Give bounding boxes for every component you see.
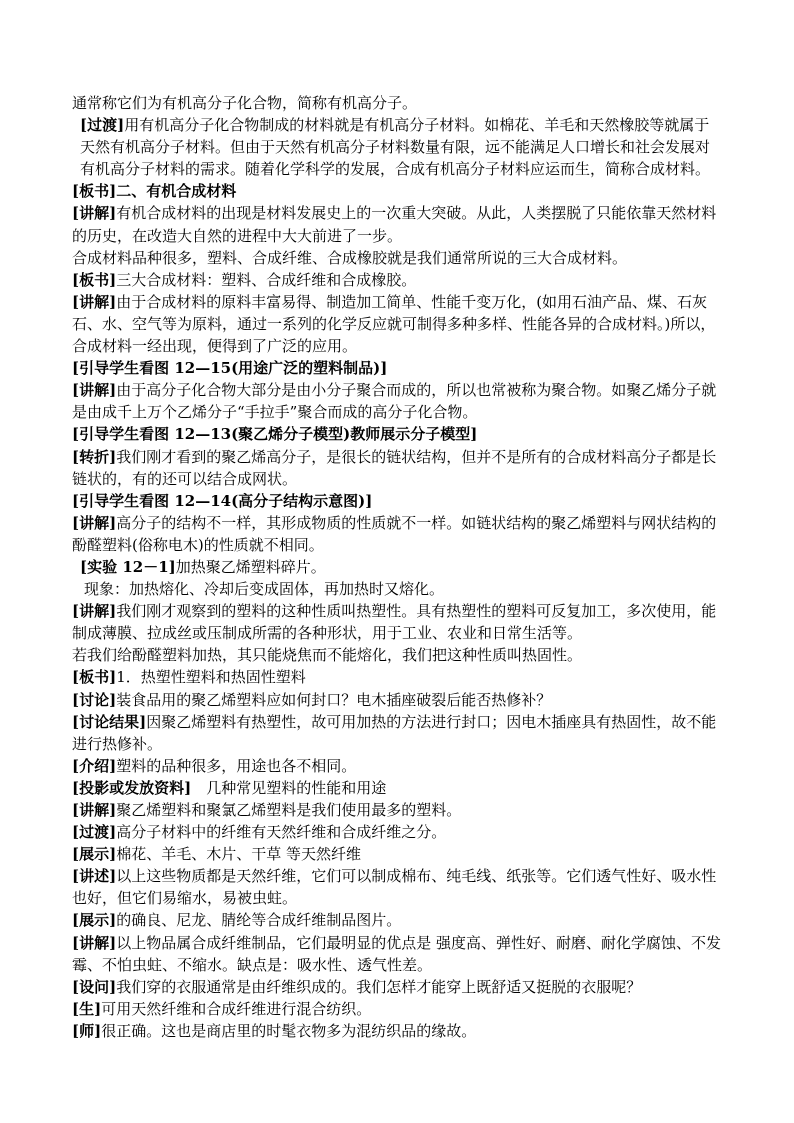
paragraph (72, 777, 724, 799)
paragraph-text: 现象：加热熔化、冷却后变成固体，再加热时又熔化。 (84, 580, 445, 599)
paragraph-tag: [生] (72, 999, 102, 1018)
paragraph-text: 我们刚才看到的聚乙烯高分子，是很长的链状结构，但并不是所有的合成材料高分子都是长链状的，有的还可以结合成网状。 (72, 447, 717, 488)
paragraph-text: 的确良、尼龙、腈纶等合成纤维制品图片。 (116, 911, 402, 930)
paragraph (72, 909, 724, 931)
paragraph-tag: [讨论结果] (72, 712, 147, 731)
paragraph-tag: [引导学生看图 12—15(用途广泛的塑料制品)] (72, 359, 388, 378)
paragraph-text: 以上物品属合成纤维制品，它们最明显的优点是 强度高、弹性好、耐磨、耐化学腐蚀、不发霉、不怕虫蛀、不缩水。缺点是：吸水性、透气性差。 (72, 933, 721, 974)
paragraph-tag: [实验 12－1] (80, 557, 176, 576)
paragraph-text: 可用天然纤维和合成纤维进行混合纺织。 (101, 999, 372, 1018)
paragraph-text: 塑料的品种很多，用途也各不相同。 (116, 756, 357, 775)
paragraph (72, 689, 724, 711)
paragraph-tag: [板书] (72, 668, 117, 687)
paragraph (72, 114, 724, 180)
paragraph (72, 578, 724, 600)
paragraph-text: 由于高分子化合物大部分是由小分子聚合而成的，所以也常被称为聚合物。如聚乙烯分子就是由成千上万个乙烯分子“手拉手”聚合而成的高分子化合物。 (72, 381, 717, 422)
paragraph (72, 180, 724, 202)
paragraph-text: 有机合成材料的出现是材料发展史上的一次重大突破。从此，人类摆脱了只能依靠天然材料的历史，在改造大自然的进程中大大前进了一步。 (72, 204, 717, 245)
paragraph-tag: [讲解] (72, 602, 117, 621)
paragraph (72, 976, 724, 998)
paragraph-tag: [过渡] (80, 116, 125, 135)
paragraph-tag: [引导学生看图 12—14(高分子结构示意图)] (72, 491, 373, 510)
paragraph-text: 合成材料品种很多，塑料、合成纤维、合成橡胶就是我们通常所说的三大合成材料。 (72, 248, 628, 267)
paragraph (72, 843, 724, 865)
paragraph-text: 棉花、羊毛、木片、干草 等天然纤维 (116, 845, 361, 864)
paragraph-text: 以上这些物质都是天然纤维，它们可以制成棉布、纯毛线、纸张等。它们透气性好、吸水性也好，但它们易缩水，易被虫蛀。 (72, 867, 717, 908)
paragraph (72, 490, 724, 512)
paragraph (72, 998, 724, 1020)
paragraph (72, 865, 724, 909)
paragraph-tag: [讨论] (72, 690, 117, 709)
paragraph-tag: [介绍] (72, 756, 117, 775)
paragraph (72, 446, 724, 490)
paragraph-tag: [讲解] (72, 801, 117, 819)
paragraph-tag: [转折] (72, 447, 117, 466)
paragraph-text: 若我们给酚醛塑料加热，其只能烧焦而不能熔化，我们把这种性质叫热固性。 (72, 646, 583, 665)
paragraph-text: 因聚乙烯塑料有热塑性，故可用加热的方法进行封口；因电木插座具有热固性，故不能进行热修补。 (72, 712, 717, 753)
paragraph (72, 644, 724, 666)
paragraph-tag: [引导学生看图 12—13(聚乙烯分子模型)教师展示分子模型] (72, 425, 478, 444)
paragraph-tag: [讲述] (72, 867, 117, 886)
paragraph (72, 357, 724, 379)
paragraph-text: 三大合成材料：塑料、合成纤维和合成橡胶。 (116, 270, 417, 289)
paragraph-tag: [投影或发放资料] (72, 778, 192, 797)
paragraph (72, 932, 724, 976)
paragraph-text: 二、有机合成材料 (116, 182, 237, 201)
paragraph-tag: [讲解] (72, 381, 117, 400)
paragraph-text: 聚乙烯塑料和聚氯乙烯塑料是我们使用最多的塑料。 (116, 801, 462, 819)
paragraph-tag: [展示] (72, 845, 117, 864)
paragraph-tag: [讲解] (72, 292, 117, 311)
paragraph-text: 装食品用的聚乙烯塑料应如何封口？电木插座破裂后能否热修补？ (116, 690, 552, 709)
paragraph-tag: [讲解] (72, 933, 117, 952)
document-body (72, 92, 724, 1042)
paragraph-text: 很正确。这也是商店里的时髦衣物多为混纺织品的缘故。 (101, 1021, 477, 1040)
paragraph-text: 高分子材料中的纤维有天然纤维和合成纤维之分。 (116, 823, 447, 842)
paragraph (72, 799, 724, 821)
paragraph-tag: [板书] (72, 182, 117, 201)
paragraph (72, 556, 724, 578)
paragraph (72, 202, 724, 246)
paragraph-tag: [过渡] (72, 823, 117, 842)
paragraph-tag: [师] (72, 1021, 102, 1040)
paragraph (72, 821, 724, 843)
paragraph (72, 269, 724, 291)
paragraph-text: 加热聚乙烯塑料碎片。 (175, 557, 326, 576)
paragraph-text: 由于合成材料的原料丰富易得、制造加工简单、性能千变万化，(如用石油产品、煤、石灰石、水、空气等为原料，通过一系列的化学反应就可制得多种多样、性能各异的合成材料。)所以，合成材料一经出现，便得到了广泛的应用。 (72, 292, 716, 356)
paragraph (72, 379, 724, 423)
paragraph (72, 423, 724, 445)
paragraph-text: 几种常见塑料的性能和用途 (191, 778, 387, 797)
paragraph (72, 1020, 724, 1042)
paragraph-text: 通常称它们为有机高分子化合物，简称有机高分子。 (72, 94, 418, 112)
paragraph (72, 291, 724, 357)
paragraph (72, 512, 724, 556)
paragraph-text: 1．热塑性塑料和热固性塑料 (116, 668, 306, 687)
paragraph-text: 我们穿的衣服通常是由纤维织成的。我们怎样才能穿上既舒适又挺脱的衣服呢？ (116, 977, 642, 996)
paragraph (72, 711, 724, 755)
paragraph-text: 我们刚才观察到的塑料的这种性质叫热塑性。具有热塑性的塑料可反复加工，多次使用，能制成薄膜、拉成丝或压制成所需的各种形状，用于工业、农业和日常生活等。 (72, 602, 717, 643)
paragraph-tag: [设问] (72, 977, 117, 996)
paragraph-tag: [展示] (72, 911, 117, 930)
paragraph (72, 600, 724, 644)
paragraph-text: 高分子的结构不一样，其形成物质的性质就不一样。如链状结构的聚乙烯塑料与网状结构的酚醛塑料(俗称电木)的性质就不相同。 (72, 513, 717, 554)
paragraph-tag: [板书] (72, 270, 117, 289)
paragraph-text: 用有机高分子化合物制成的材料就是有机高分子材料。如棉花、羊毛和天然橡胶等就属于天然有机高分子材料。但由于天然有机高分子材料数量有限，远不能满足人口增长和社会发展对有机高分子材料的需求。随着化学科学的发展，合成有机高分子材料应运而生，简称合成材料。 (80, 116, 711, 179)
paragraph (72, 755, 724, 777)
paragraph (72, 92, 724, 114)
paragraph (72, 666, 724, 688)
paragraph-tag: [讲解] (72, 204, 117, 223)
paragraph (72, 247, 724, 269)
paragraph-tag: [讲解] (72, 513, 117, 532)
